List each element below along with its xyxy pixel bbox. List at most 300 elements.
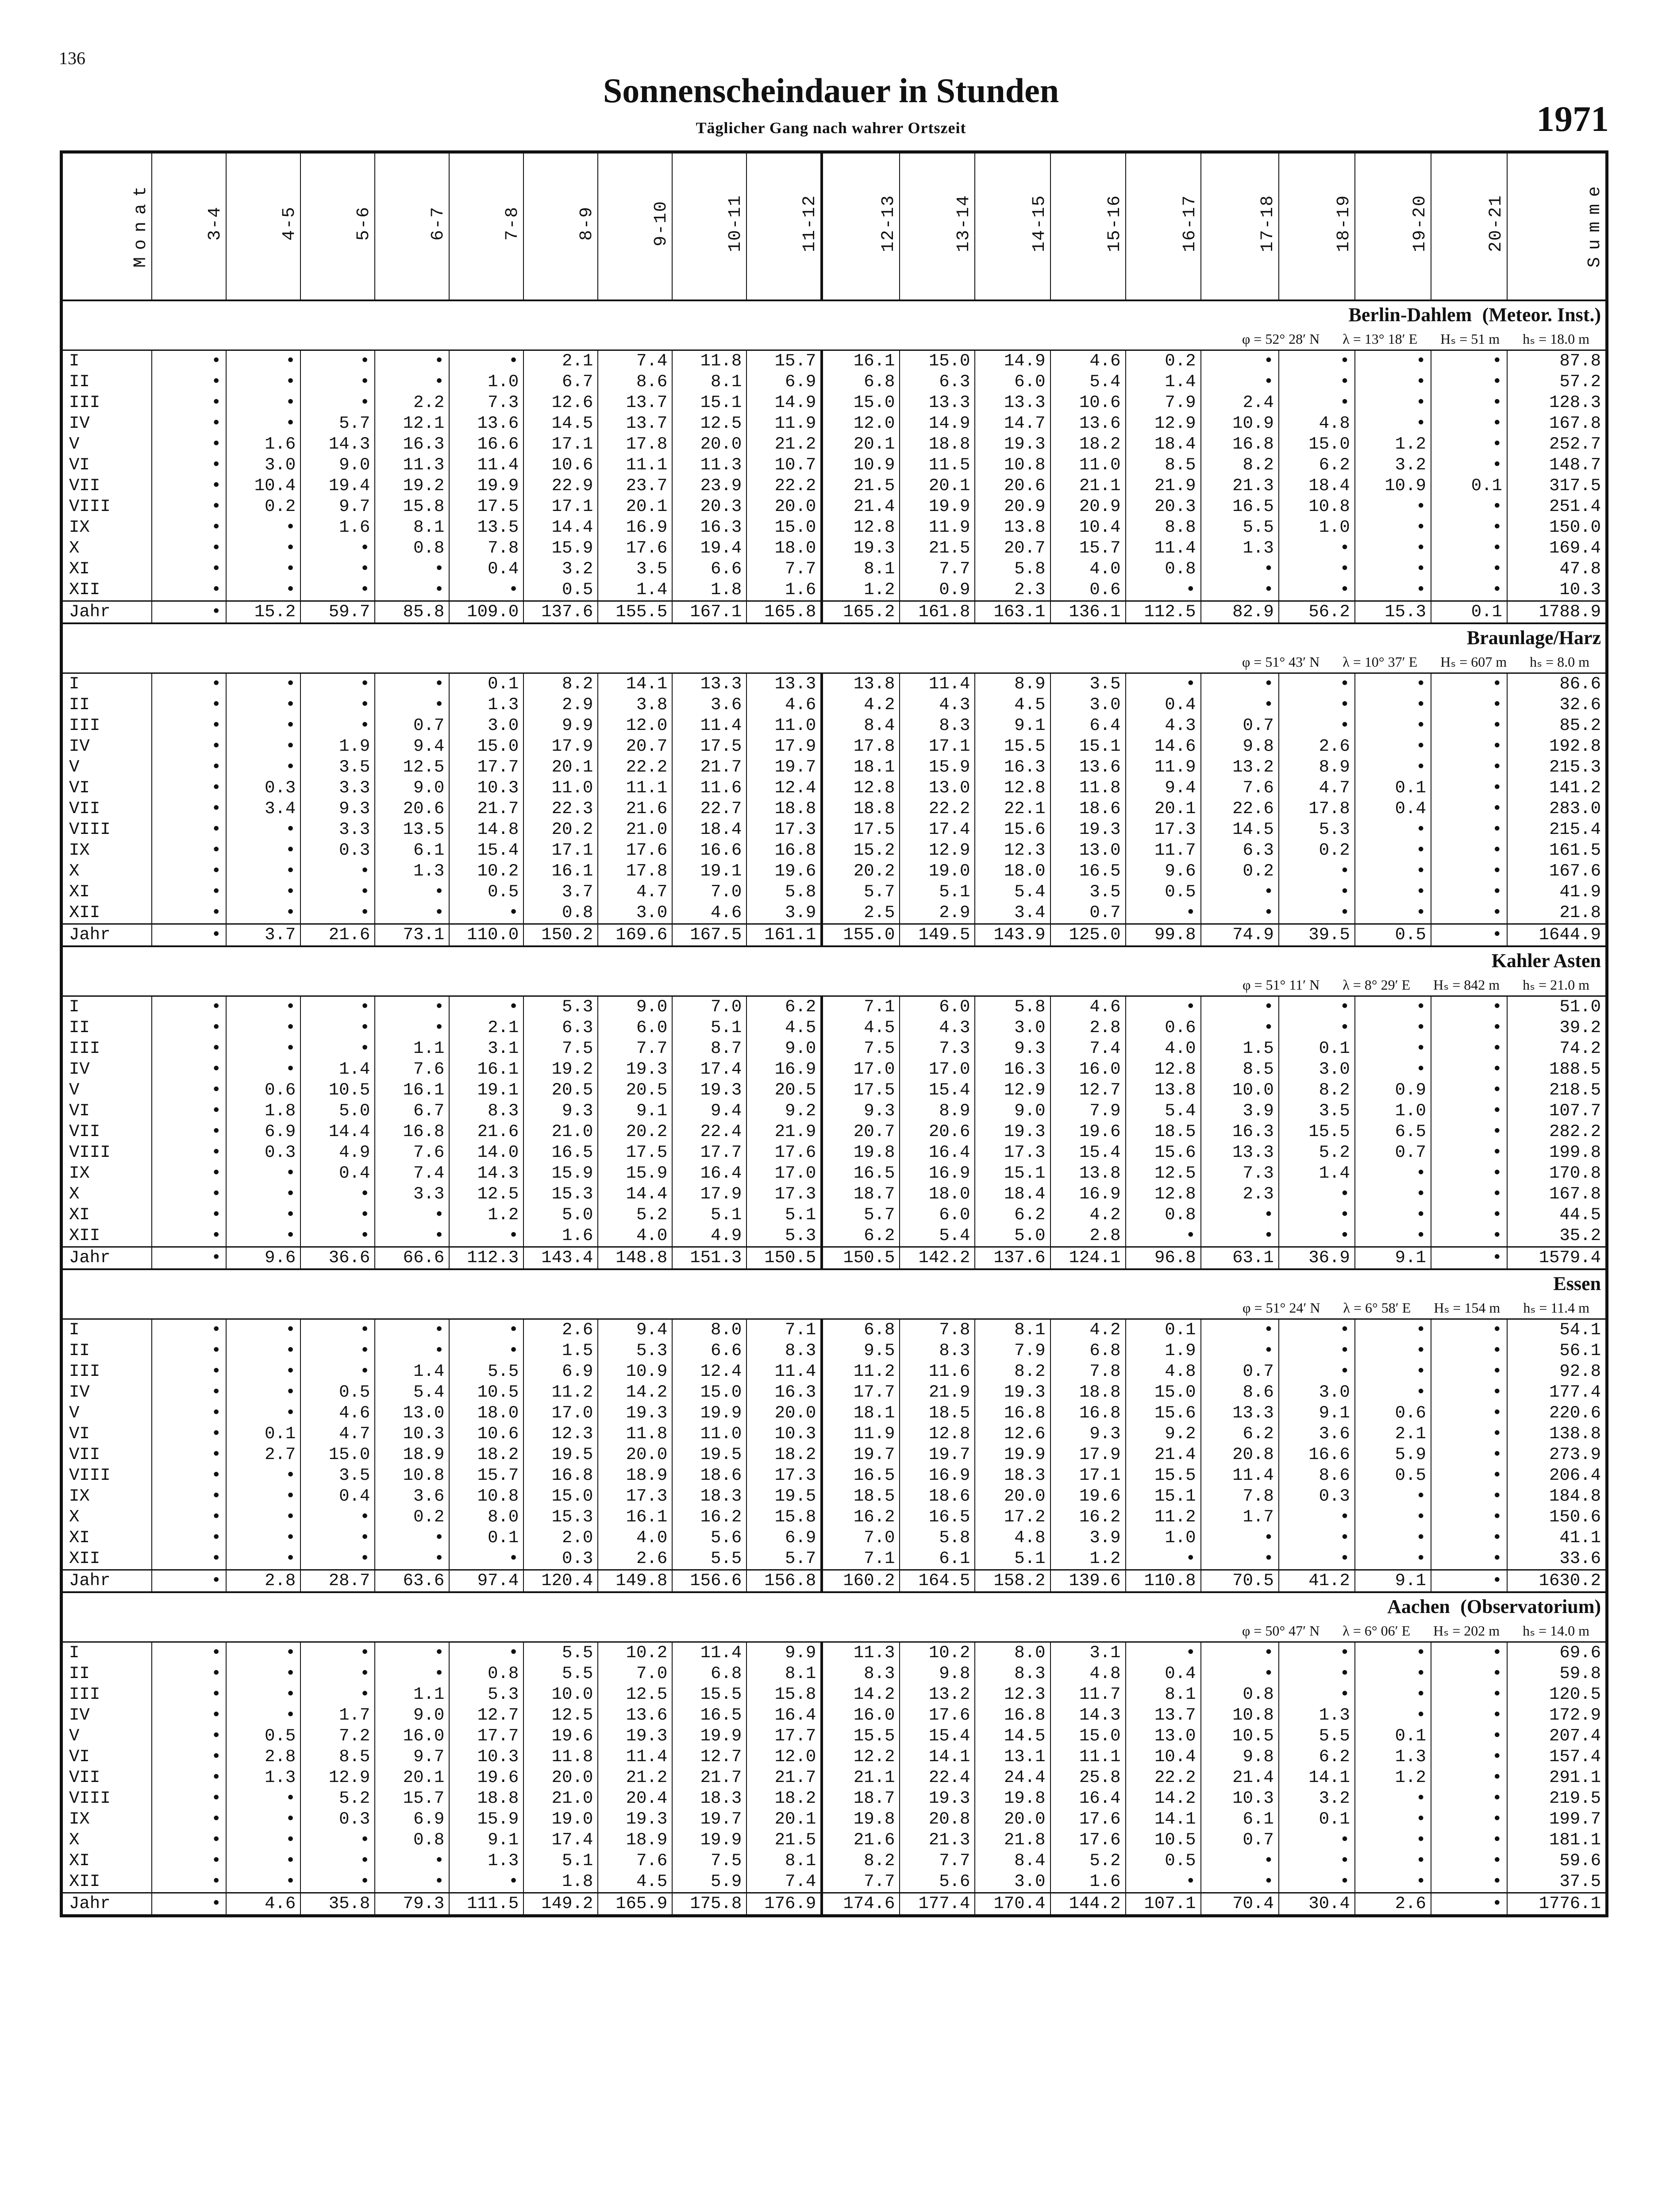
table-cell: 0.6 (226, 1080, 300, 1101)
table-cell: 20.4 (598, 1788, 672, 1809)
table-cell: • (1431, 1528, 1507, 1548)
table-cell: 0.2 (1279, 840, 1355, 861)
table-cell: • (1431, 1382, 1507, 1403)
table-cell: 11.4 (672, 715, 746, 736)
table-cell: 7.1 (746, 1319, 822, 1341)
column-header-label: 14-15 (1029, 194, 1050, 253)
table-cell: 19.3 (598, 1726, 672, 1747)
table-cell: • (1279, 538, 1355, 559)
table-cell: 150.5 (822, 1247, 900, 1270)
table-cell: • (449, 580, 523, 601)
table-cell: • (152, 580, 226, 601)
column-header (1507, 152, 1607, 301)
station-name: Berlin-Dahlem (1348, 304, 1472, 326)
table-cell: 85.8 (375, 601, 449, 624)
row-label: IX (62, 517, 152, 538)
column-header (62, 152, 152, 301)
table-cell: 112.5 (1126, 601, 1201, 624)
table-cell: • (1355, 1382, 1431, 1403)
table-cell: 15.9 (598, 1163, 672, 1184)
table-cell: 6.8 (822, 1319, 900, 1341)
table-cell: • (1355, 1871, 1431, 1893)
table-cell: 2.6 (598, 1548, 672, 1570)
table-cell: • (226, 538, 300, 559)
table-cell: 8.6 (1279, 1465, 1355, 1486)
table-cell: 3.2 (523, 559, 598, 580)
page-title: Sonnenscheindauer in Stunden (603, 71, 1059, 110)
table-cell: 14.3 (300, 434, 375, 455)
row-label: I (62, 1642, 152, 1664)
station-header (62, 946, 1607, 975)
table-cell: 0.1 (1431, 476, 1507, 496)
table-cell: • (1431, 1403, 1507, 1424)
month-row (62, 1851, 1607, 1871)
table-cell: 18.4 (672, 819, 746, 840)
table-cell: • (1431, 715, 1507, 736)
table-cell: 11.1 (1050, 1747, 1126, 1767)
table-cell: • (300, 1184, 375, 1205)
table-cell: 1.1 (375, 1038, 449, 1059)
table-cell: • (152, 372, 226, 392)
column-header (975, 152, 1050, 301)
page-number: 136 (59, 48, 85, 68)
table-cell: • (1431, 1247, 1507, 1270)
table-cell: 15.0 (822, 392, 900, 413)
table-cell: 170.4 (975, 1893, 1050, 1916)
table-cell: 15.4 (900, 1726, 975, 1747)
table-cell: 177.4 (900, 1893, 975, 1916)
table-cell: 21.7 (672, 757, 746, 778)
table-cell: • (226, 715, 300, 736)
table-cell: 17.2 (975, 1507, 1050, 1528)
table-cell: 5.7 (746, 1548, 822, 1570)
table-cell: 16.5 (900, 1507, 975, 1528)
table-cell: • (152, 819, 226, 840)
table-cell: • (152, 1705, 226, 1726)
table-cell: 4.0 (1050, 559, 1126, 580)
month-row (62, 1205, 1607, 1225)
row-label: X (62, 861, 152, 882)
row-label: XI (62, 1205, 152, 1225)
table-cell: • (152, 1830, 226, 1851)
table-cell: 20.0 (746, 496, 822, 517)
table-cell: 5.2 (1050, 1851, 1126, 1871)
table-cell: • (1279, 1548, 1355, 1570)
table-cell: 172.9 (1507, 1705, 1607, 1726)
table-cell: 3.0 (1279, 1059, 1355, 1080)
table-cell: 0.9 (1355, 1080, 1431, 1101)
row-label: III (62, 715, 152, 736)
column-header-label: 18-19 (1334, 194, 1354, 253)
table-cell: 7.8 (449, 538, 523, 559)
table-cell: • (1126, 673, 1201, 695)
table-cell: 3.5 (1050, 882, 1126, 902)
table-cell: 18.2 (746, 1444, 822, 1465)
table-cell: • (226, 1486, 300, 1507)
table-cell: 6.1 (375, 840, 449, 861)
table-cell: 7.4 (375, 1163, 449, 1184)
table-cell: 15.7 (449, 1465, 523, 1486)
table-cell: • (1201, 695, 1279, 715)
table-cell: 6.7 (523, 372, 598, 392)
table-cell: 19.6 (449, 1767, 523, 1788)
table-cell: 5.5 (449, 1361, 523, 1382)
table-cell: 0.8 (1201, 1684, 1279, 1705)
table-cell: 14.3 (449, 1163, 523, 1184)
table-cell: 3.2 (1279, 1788, 1355, 1809)
table-cell: • (375, 902, 449, 924)
table-cell: 7.6 (375, 1059, 449, 1080)
row-label: VI (62, 455, 152, 476)
column-header-label: 7-8 (503, 206, 523, 241)
table-cell: • (152, 1319, 226, 1341)
table-cell: • (226, 882, 300, 902)
table-cell: 17.0 (822, 1059, 900, 1080)
table-cell: 20.0 (975, 1486, 1050, 1507)
table-cell: 0.5 (1355, 1465, 1431, 1486)
table-cell: 2.3 (1201, 1184, 1279, 1205)
table-cell: 11.8 (1050, 778, 1126, 799)
table-cell: 8.1 (746, 1663, 822, 1684)
table-cell: 0.6 (1050, 580, 1126, 601)
table-cell: 16.2 (672, 1507, 746, 1528)
row-label: VI (62, 778, 152, 799)
table-cell: 12.5 (1126, 1163, 1201, 1184)
table-cell: 9.5 (822, 1340, 900, 1361)
table-cell: 17.7 (449, 1726, 523, 1747)
table-cell: 11.6 (672, 778, 746, 799)
table-cell: 5.3 (598, 1340, 672, 1361)
table-cell: 10.9 (598, 1361, 672, 1382)
table-cell: • (300, 1018, 375, 1038)
table-cell: 19.8 (975, 1788, 1050, 1809)
table-cell: 17.0 (900, 1059, 975, 1080)
table-cell: 5.5 (523, 1642, 598, 1664)
column-header (1126, 152, 1201, 301)
table-cell: • (152, 1871, 226, 1893)
table-cell: 5.2 (1279, 1142, 1355, 1163)
table-cell: 15.3 (523, 1507, 598, 1528)
table-cell: 20.0 (598, 1444, 672, 1465)
table-cell: 4.0 (1126, 1038, 1201, 1059)
table-cell: 18.8 (822, 799, 900, 819)
table-cell: 9.0 (300, 455, 375, 476)
table-cell: • (1279, 559, 1355, 580)
table-cell: 30.4 (1279, 1893, 1355, 1916)
table-cell: 3.6 (672, 695, 746, 715)
table-cell: 8.3 (900, 715, 975, 736)
table-cell: 21.7 (746, 1767, 822, 1788)
table-cell: • (1431, 1486, 1507, 1507)
column-header (1431, 152, 1507, 301)
table-cell: • (300, 902, 375, 924)
table-cell: 20.2 (598, 1121, 672, 1142)
table-cell: • (1431, 1142, 1507, 1163)
table-cell: 16.8 (375, 1121, 449, 1142)
table-cell: • (152, 715, 226, 736)
coordinate-value: hₛ = 11.4 m (1523, 1300, 1589, 1316)
table-cell: • (449, 996, 523, 1018)
column-header-label: 17-18 (1258, 194, 1278, 253)
coordinate-value: Hₛ = 154 m (1434, 1300, 1500, 1316)
table-cell: 13.3 (672, 673, 746, 695)
table-cell: • (1355, 840, 1431, 861)
table-cell: 17.5 (598, 1142, 672, 1163)
coordinate-value: φ = 50° 47′ N (1242, 1623, 1320, 1639)
table-cell: 5.0 (300, 1101, 375, 1121)
table-cell: • (226, 1382, 300, 1403)
table-cell: 4.9 (672, 1225, 746, 1247)
table-cell: 7.5 (523, 1038, 598, 1059)
table-cell: 11.4 (1201, 1465, 1279, 1486)
table-cell: • (152, 1642, 226, 1664)
table-cell: 8.9 (900, 1101, 975, 1121)
table-cell: • (1201, 1528, 1279, 1548)
table-cell: • (152, 1038, 226, 1059)
column-header-label: 13-14 (954, 194, 974, 253)
table-cell: • (152, 1142, 226, 1163)
column-header-label: 9-10 (651, 200, 672, 246)
table-cell: 8.1 (672, 372, 746, 392)
table-cell: 13.0 (1050, 840, 1126, 861)
table-cell: 18.0 (449, 1403, 523, 1424)
row-label: IX (62, 1809, 152, 1830)
table-cell: 0.8 (1126, 559, 1201, 580)
table-cell: 14.0 (449, 1142, 523, 1163)
table-cell: 4.0 (598, 1225, 672, 1247)
table-cell: 16.5 (1201, 496, 1279, 517)
table-cell: 141.2 (1507, 778, 1607, 799)
table-cell: 3.6 (1279, 1424, 1355, 1444)
table-cell: 21.1 (1050, 476, 1126, 496)
row-label: VII (62, 476, 152, 496)
table-cell: 14.9 (975, 350, 1050, 372)
table-cell: 11.2 (1126, 1507, 1201, 1528)
month-row (62, 715, 1607, 736)
table-cell: 8.5 (300, 1747, 375, 1767)
table-cell: 21.0 (523, 1121, 598, 1142)
table-cell: 15.0 (449, 736, 523, 757)
table-cell: 11.7 (1126, 840, 1201, 861)
table-cell: 3.5 (1050, 673, 1126, 695)
table-cell: 1.0 (1279, 517, 1355, 538)
coordinate-value: hₛ = 18.0 m (1523, 331, 1589, 347)
table-cell: 16.8 (1050, 1403, 1126, 1424)
station-coordinates (62, 1621, 1607, 1642)
table-cell: 12.5 (598, 1684, 672, 1705)
table-cell: 17.1 (523, 840, 598, 861)
table-cell: 14.1 (1126, 1809, 1201, 1830)
table-cell: 12.0 (822, 413, 900, 434)
table-cell: 10.2 (449, 861, 523, 882)
table-cell: 6.0 (900, 996, 975, 1018)
table-cell: 19.7 (822, 1444, 900, 1465)
table-cell: 2.4 (1201, 392, 1279, 413)
table-cell: 11.9 (1126, 757, 1201, 778)
table-cell: 120.4 (523, 1570, 598, 1593)
table-cell: 17.7 (672, 1142, 746, 1163)
table-cell: 165.9 (598, 1893, 672, 1916)
table-cell: 12.9 (300, 1767, 375, 1788)
table-cell: • (300, 1642, 375, 1664)
table-cell: 7.4 (598, 350, 672, 372)
table-cell: • (1126, 1642, 1201, 1664)
table-cell: • (1431, 413, 1507, 434)
table-cell: 11.2 (523, 1382, 598, 1403)
row-label: II (62, 1018, 152, 1038)
table-cell: • (1431, 538, 1507, 559)
table-cell: • (152, 1893, 226, 1916)
table-cell: 8.0 (975, 1642, 1050, 1664)
month-row (62, 902, 1607, 924)
table-cell: 21.3 (1201, 476, 1279, 496)
month-row (62, 778, 1607, 799)
table-cell: • (1431, 924, 1507, 947)
month-row (62, 372, 1607, 392)
table-cell: 4.6 (300, 1403, 375, 1424)
table-cell: 7.6 (1201, 778, 1279, 799)
table-cell: 11.4 (900, 673, 975, 695)
row-label: VIII (62, 819, 152, 840)
table-cell: • (1431, 372, 1507, 392)
table-cell: 36.6 (300, 1247, 375, 1270)
table-cell: 110.8 (1126, 1570, 1201, 1593)
table-cell: 12.8 (1126, 1184, 1201, 1205)
table-cell: 21.7 (449, 799, 523, 819)
table-cell: • (300, 695, 375, 715)
column-header (300, 152, 375, 301)
table-cell: 128.3 (1507, 392, 1607, 413)
table-cell: • (152, 434, 226, 455)
table-cell: 17.7 (822, 1382, 900, 1403)
table-cell: 15.8 (375, 496, 449, 517)
column-header-label: 11-12 (800, 194, 820, 253)
table-cell: 19.3 (598, 1403, 672, 1424)
table-cell: • (1126, 580, 1201, 601)
table-cell: 85.2 (1507, 715, 1607, 736)
table-cell: 10.2 (900, 1642, 975, 1664)
table-cell: • (226, 372, 300, 392)
table-cell: 7.8 (900, 1319, 975, 1341)
month-row (62, 736, 1607, 757)
row-label: I (62, 1319, 152, 1341)
table-cell: 8.0 (672, 1319, 746, 1341)
table-cell: 0.3 (1279, 1486, 1355, 1507)
table-cell: • (1355, 559, 1431, 580)
table-cell: 14.2 (822, 1684, 900, 1705)
table-cell: 10.3 (449, 778, 523, 799)
table-cell: • (1431, 840, 1507, 861)
table-cell: 13.6 (598, 1705, 672, 1726)
table-cell: 16.1 (523, 861, 598, 882)
table-cell: 3.9 (746, 902, 822, 924)
table-cell: • (1431, 1705, 1507, 1726)
table-cell: 19.5 (672, 1444, 746, 1465)
table-cell: 8.9 (1279, 757, 1355, 778)
table-cell: 17.9 (1050, 1444, 1126, 1465)
table-cell: 15.3 (523, 1184, 598, 1205)
table-cell: 11.0 (1050, 455, 1126, 476)
table-cell: 16.0 (375, 1726, 449, 1747)
month-row (62, 882, 1607, 902)
table-cell: 5.3 (523, 996, 598, 1018)
table-cell: 17.4 (672, 1059, 746, 1080)
table-cell: 12.9 (975, 1080, 1050, 1101)
table-cell: 5.5 (523, 1663, 598, 1684)
table-cell: 3.0 (1279, 1382, 1355, 1403)
table-cell: 19.9 (672, 1830, 746, 1851)
table-cell: • (1431, 1184, 1507, 1205)
table-cell: 15.6 (1126, 1403, 1201, 1424)
table-cell: 11.4 (746, 1361, 822, 1382)
table-cell: 156.6 (672, 1570, 746, 1593)
table-cell: • (300, 538, 375, 559)
table-cell: 1.5 (523, 1340, 598, 1361)
table-cell: 17.9 (523, 736, 598, 757)
table-cell: 15.9 (523, 538, 598, 559)
table-cell: 3.1 (1050, 1642, 1126, 1664)
table-cell: 4.7 (1279, 778, 1355, 799)
table-cell: 4.5 (746, 1018, 822, 1038)
month-row (62, 350, 1607, 372)
table-cell: • (226, 1851, 300, 1871)
annual-total-row (62, 1247, 1607, 1270)
table-cell: 17.3 (746, 1184, 822, 1205)
station-coordinates-row (62, 652, 1607, 673)
table-cell: • (152, 1163, 226, 1184)
table-cell: • (1279, 996, 1355, 1018)
table-cell: • (152, 601, 226, 624)
table-cell: • (1279, 1340, 1355, 1361)
table-cell: 5.0 (975, 1225, 1050, 1247)
table-cell: 18.6 (672, 1465, 746, 1486)
table-cell: 12.8 (822, 778, 900, 799)
table-cell: • (1431, 1767, 1507, 1788)
table-cell: 0.8 (1126, 1205, 1201, 1225)
table-cell: • (300, 559, 375, 580)
row-label: VI (62, 1101, 152, 1121)
station-coordinates-row (62, 1621, 1607, 1642)
table-cell: 10.2 (598, 1642, 672, 1664)
table-cell: 16.5 (822, 1465, 900, 1486)
table-cell: • (226, 1788, 300, 1809)
table-cell: 9.1 (975, 715, 1050, 736)
table-cell: 15.1 (975, 1163, 1050, 1184)
table-cell: 4.5 (822, 1018, 900, 1038)
table-cell: 17.3 (1126, 819, 1201, 840)
coordinate-value: λ = 6° 58′ E (1343, 1300, 1411, 1316)
table-cell: • (152, 736, 226, 757)
table-cell: • (152, 1340, 226, 1361)
table-cell: • (300, 1871, 375, 1893)
year-label: 1971 (1536, 99, 1609, 139)
table-cell: 6.1 (1201, 1809, 1279, 1830)
table-cell: 23.9 (672, 476, 746, 496)
table-cell: 16.5 (1050, 861, 1126, 882)
table-cell: 7.7 (746, 559, 822, 580)
table-cell: 20.2 (523, 819, 598, 840)
table-cell: 136.1 (1050, 601, 1126, 624)
table-cell: • (152, 1424, 226, 1444)
table-cell: 8.0 (449, 1507, 523, 1528)
table-cell: 4.6 (746, 695, 822, 715)
table-cell: 10.5 (449, 1382, 523, 1403)
table-cell: 2.9 (900, 902, 975, 924)
table-cell: • (152, 1101, 226, 1121)
table-cell: 207.4 (1507, 1726, 1607, 1747)
table-cell: 18.8 (1050, 1382, 1126, 1403)
table-cell: 149.5 (900, 924, 975, 947)
